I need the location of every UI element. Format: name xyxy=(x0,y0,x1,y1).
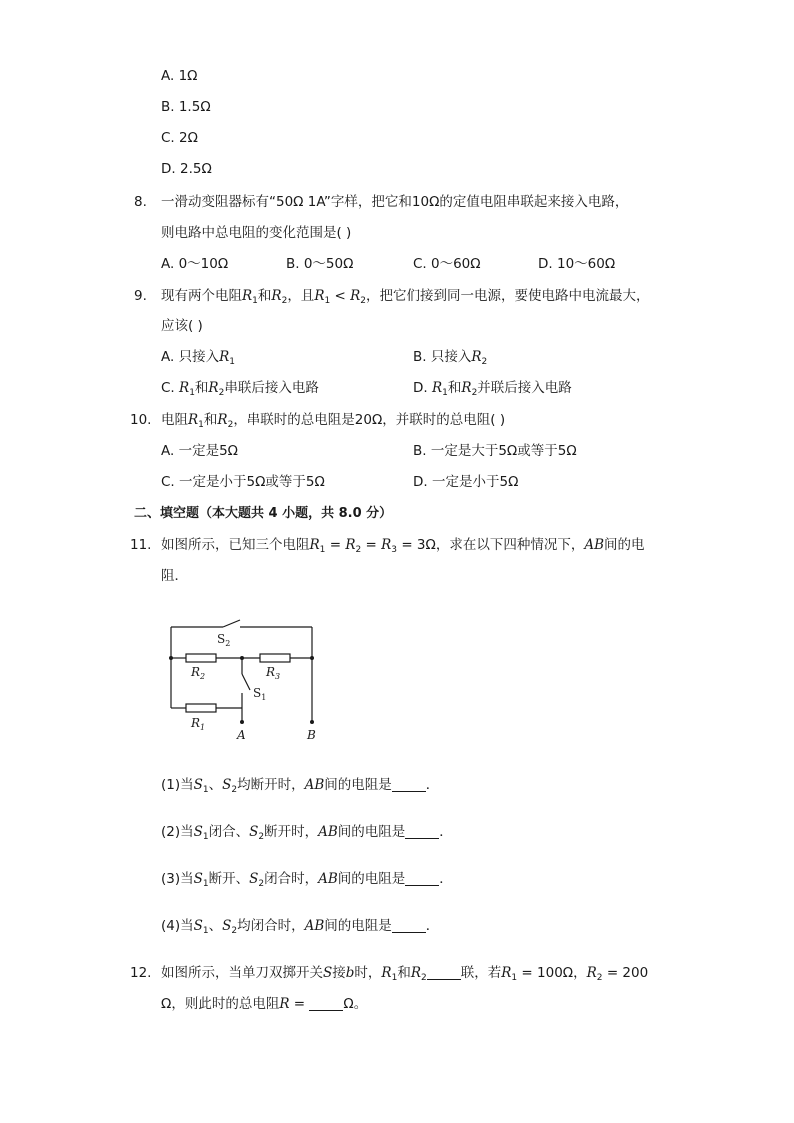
q7-option-b: B. 1.5Ω xyxy=(161,99,211,115)
q12-blank-connection[interactable] xyxy=(427,965,461,980)
q8-stem-line2: 则电路中总电阻的变化范围是( ) xyxy=(161,225,352,241)
label-r3: $R_3$ xyxy=(266,665,281,681)
q11-sub2: (2)当$S_1$闭合、$S_2$断开时，AB间的电阻是 ． xyxy=(161,824,453,842)
q11-sub3: (3)当$S_1$断开、$S_2$闭合时，AB间的电阻是 ． xyxy=(161,871,453,889)
q9-option-c: C. $R_1$和$R_2$串联后接入电路 xyxy=(161,380,319,398)
label-terminal-a: A xyxy=(237,728,246,742)
q10-number: 10. xyxy=(130,412,152,428)
q10-stem: 电阻$R_1$和$R_2$，串联时的总电阻是20Ω，并联时的总电阻( ) xyxy=(161,412,506,430)
q10-option-a: A. 一定是5Ω xyxy=(161,443,238,459)
label-r1: $R_1$ xyxy=(191,716,206,732)
q10-option-b: B. 一定是大于5Ω或等于5Ω xyxy=(413,443,577,459)
q9-option-b: B. 只接入$R_2$ xyxy=(413,349,488,367)
q11-stem-line1: 如图所示，已知三个电阻$R_1 = R_2 = R_3 = 3\Omega$，求在以下四种情况下，AB间的电 xyxy=(161,537,645,555)
q11-sub4-blank[interactable] xyxy=(392,918,426,933)
q7-option-d: D. 2.5Ω xyxy=(161,161,212,177)
q8-stem-line1: 一滑动变阻器标有“50Ω 1A”字样，把它和10Ω的定值电阻串联起来接入电路， xyxy=(161,194,629,210)
q11-sub3-blank[interactable] xyxy=(405,871,439,886)
q12-stem-line1: 如图所示，当单刀双掷开关S接b时，$R_1$和$R_2$ 联，若$R_1 = 100\Omega$，$R_2 = 200$ xyxy=(161,965,649,983)
q8-number: 8. xyxy=(134,194,147,210)
q7-option-c: C. 2Ω xyxy=(161,130,198,146)
q9-option-d: D. $R_1$和$R_2$并联后接入电路 xyxy=(413,380,572,398)
q10-option-c: C. 一定是小于5Ω或等于5Ω xyxy=(161,474,325,490)
q11-stem-line2: 阻． xyxy=(161,568,188,584)
q11-sub1-blank[interactable] xyxy=(392,777,426,792)
q7-option-a: A. 1Ω xyxy=(161,68,198,84)
q12-number: 12. xyxy=(130,965,152,981)
q12-blank-total-resistance[interactable] xyxy=(309,996,343,1011)
section-title-fill-in: 二、填空题（本大题共 4 小题，共 8.0 分） xyxy=(134,506,393,521)
q8-option-d: D. 10～60Ω xyxy=(538,256,616,272)
circuit-diagram xyxy=(160,610,330,745)
label-s2: $S_2$ xyxy=(217,632,231,648)
q11-number: 11. xyxy=(130,537,152,553)
label-terminal-b: B xyxy=(307,728,316,742)
q10-option-d: D. 一定是小于5Ω xyxy=(413,474,519,490)
q12-stem-line2: Ω，则此时的总电阻R = Ω。 xyxy=(161,996,368,1012)
q11-sub4: (4)当$S_1$、$S_2$均闭合时，AB间的电阻是 ． xyxy=(161,918,440,936)
q11-sub2-blank[interactable] xyxy=(405,824,439,839)
label-r2: $R_2$ xyxy=(191,665,206,681)
q9-number: 9. xyxy=(134,288,147,304)
q8-option-a: A. 0～10Ω xyxy=(161,256,229,272)
label-s1: $S_1$ xyxy=(253,686,267,702)
q11-sub1: (1)当$S_1$、$S_2$均断开时，AB间的电阻是 ． xyxy=(161,777,440,795)
q8-option-b: B. 0～50Ω xyxy=(286,256,354,272)
q9-stem-line1: 现有两个电阻$R_1$和$R_2$，且$R_1 < R_2$，把它们接到同一电源，要使电路中电流最大， xyxy=(161,288,650,306)
q8-option-c: C. 0～60Ω xyxy=(413,256,481,272)
q9-option-a: A. 只接入$R_1$ xyxy=(161,349,235,367)
q9-stem-line2: 应该( ) xyxy=(161,318,203,334)
